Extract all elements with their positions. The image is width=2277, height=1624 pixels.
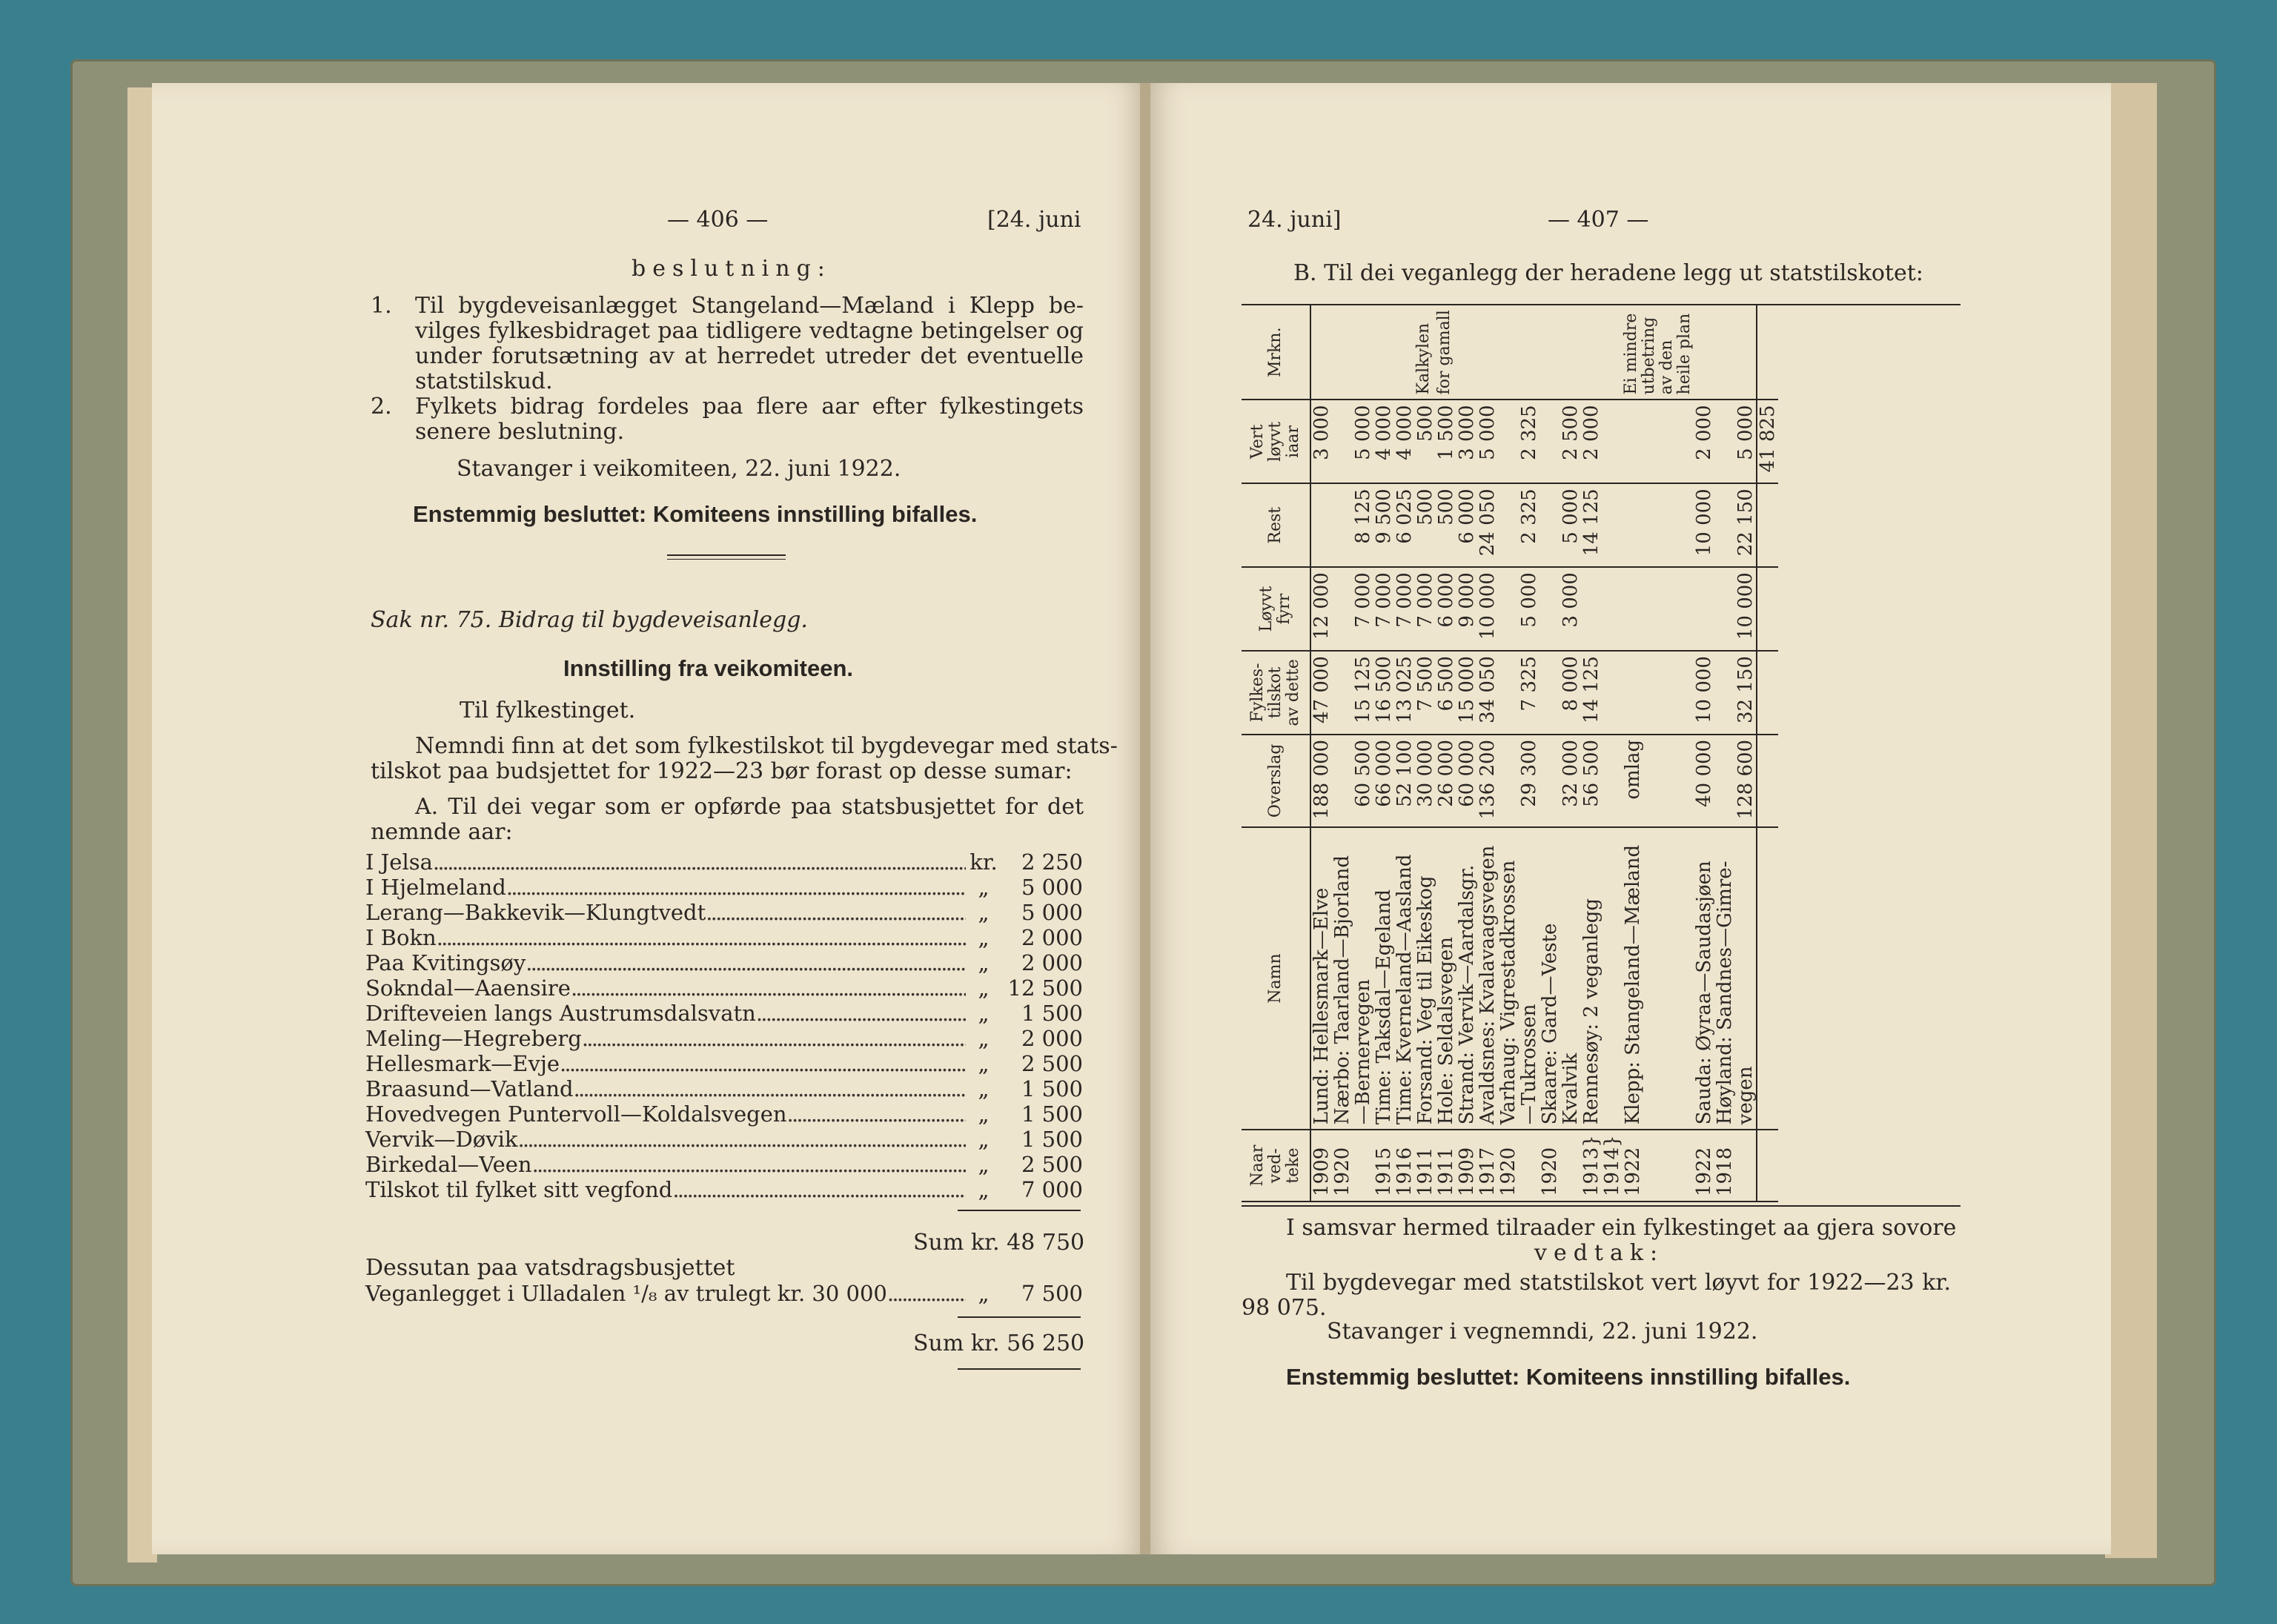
table-row (1602, 305, 1623, 1202)
year-cell (1353, 1130, 1373, 1202)
table-row (1373, 305, 1394, 1202)
table-header-row (1242, 305, 1310, 1202)
loyvt-fyrr-cell (1498, 567, 1519, 651)
list-item-name: Meling—Hegreberg (365, 1026, 582, 1051)
merknad-cell (1735, 305, 1757, 400)
list-item (365, 1281, 1083, 1306)
merknad-cell (1694, 305, 1714, 400)
fylkestilskot-cell (1498, 651, 1519, 735)
til-line: 98 075. (1242, 1295, 1327, 1321)
vert-loyvt-cell: 5 000 (1353, 400, 1373, 483)
merknad-cell (1310, 305, 1332, 400)
fylkestilskot-cell (1539, 651, 1560, 735)
list-item-name: Birkedal—Veen (365, 1152, 532, 1177)
name-cell: Time: Taksdal—Egeland (1373, 827, 1394, 1130)
vert-loyvt-cell: 3 000 (1456, 400, 1477, 483)
fylkestilskot-cell: 34 050 (1477, 651, 1498, 735)
loyvt-fyrr-cell (1694, 567, 1714, 651)
overslag-cell (1332, 735, 1353, 827)
year-cell (1735, 1130, 1757, 1202)
year-cell: 1920 (1539, 1130, 1560, 1202)
list-item (365, 1152, 1083, 1177)
column-header: Fylkes-tilskot av dette (1242, 651, 1310, 735)
left-page-number: — 406 — (667, 207, 769, 233)
list-item (365, 1076, 1083, 1101)
vert-loyvt-cell (1332, 400, 1353, 483)
rest-cell: 24 050 (1477, 483, 1498, 567)
fylkestilskot-cell: 7 325 (1519, 651, 1539, 735)
merknad-cell (1373, 305, 1394, 400)
sum-rule (958, 1368, 1081, 1370)
name-cell: Høyland: Sandnes—Gimre- (1714, 827, 1735, 1130)
table-row (1498, 305, 1519, 1202)
merknad-cell: Ei mindre utbetring av den heile plan (1623, 305, 1694, 400)
list-item-unit: „ (978, 1051, 990, 1076)
list-item-amount: 1 500 (1021, 1076, 1083, 1101)
table-row (1394, 305, 1415, 1202)
veganlegg-table (1242, 305, 1778, 1202)
list-item-unit: „ (978, 1127, 990, 1152)
rest-cell: 500 (1415, 483, 1436, 567)
leader-dots (506, 875, 966, 900)
overslag-cell: 66 000 (1373, 735, 1394, 827)
year-cell: 1909 (1310, 1130, 1332, 1202)
vert-loyvt-cell: 1 500 (1436, 400, 1456, 483)
year-cell: 1917 (1477, 1130, 1498, 1202)
item-line: vilges fylkesbidraget paa tidligere vedtagne betingelser og (415, 318, 1084, 344)
vert-loyvt-cell (1602, 400, 1623, 483)
name-cell: Hole: Seldalsvegen (1436, 827, 1456, 1130)
list-item-name: Hovedvegen Puntervoll—Koldalsvegen (365, 1101, 787, 1127)
list-item (365, 1026, 1083, 1051)
name-cell (1602, 827, 1623, 1130)
list-item (365, 849, 1083, 875)
vert-loyvt-cell: 2 325 (1519, 400, 1539, 483)
merknad-cell (1353, 305, 1373, 400)
list-item-amount: 1 500 (1021, 1101, 1083, 1127)
fylkestilskot-cell (1332, 651, 1353, 735)
rotated-table (1242, 305, 1778, 1202)
fylkestilskot-cell: 7 500 (1415, 651, 1436, 735)
table-row (1332, 305, 1353, 1202)
right-place-date: Stavanger i vegnemndi, 22. juni 1922. (1327, 1319, 1758, 1345)
column-header: Mrkn. (1242, 305, 1310, 400)
leader-dots (756, 1001, 966, 1026)
list-item-name: Lerang—Bakkevik—Klungtvedt (365, 900, 706, 925)
overslag-cell: 32 000 (1560, 735, 1581, 827)
vert-loyvt-cell: 5 000 (1735, 400, 1757, 483)
intro-line: Nemndi finn at det som fylkestilskot til bygdevegar med stats- (415, 733, 1118, 759)
list-item-amount: 2 000 (1021, 925, 1083, 950)
vert-loyvt-cell: 5 000 (1477, 400, 1498, 483)
vert-loyvt-cell: 500 (1415, 400, 1436, 483)
name-cell: Rennesøy: 2 veganlegg (1581, 827, 1602, 1130)
item-number: 2. (371, 394, 392, 420)
year-cell: 1911 (1436, 1130, 1456, 1202)
vert-loyvt-cell: 2 000 (1694, 400, 1714, 483)
fylkestilskot-cell: 8 000 (1560, 651, 1581, 735)
loyvt-fyrr-cell: 10 000 (1477, 567, 1498, 651)
list-item-amount: 7 500 (1021, 1281, 1083, 1306)
right-decision: Enstemmig besluttet: Komiteens innstilling bifalles. (1286, 1364, 1851, 1390)
list-item-name: Paa Kvitingsøy (365, 950, 526, 975)
rest-cell: 14 125 (1581, 483, 1602, 567)
section-a-line: nemnde aar: (371, 819, 513, 845)
book-gutter (1140, 83, 1150, 1554)
table-row (1436, 305, 1456, 1202)
list-item (365, 950, 1083, 975)
name-cell: Avaldsnes: Kvalavaagsvegen (1477, 827, 1498, 1130)
loyvt-fyrr-cell: 7 000 (1353, 567, 1373, 651)
loyvt-fyrr-cell (1623, 567, 1694, 651)
name-cell: vegen (1735, 827, 1757, 1130)
right-header-date: 24. juni] (1247, 207, 1342, 233)
table-row (1310, 305, 1332, 1202)
fylkestilskot-cell: 10 000 (1694, 651, 1714, 735)
vert-loyvt-cell: 4 000 (1373, 400, 1394, 483)
list-item-amount: 12 500 (1007, 975, 1083, 1001)
list-item-unit: kr. (970, 849, 998, 875)
list-item-unit: „ (978, 1026, 990, 1051)
column-header: Vert løyvt iaar (1242, 400, 1310, 483)
column-header: Naar ved-teke (1242, 1130, 1310, 1202)
year-cell: 1922 (1623, 1130, 1694, 1202)
list-item-name: Veganlegget i Ulladalen ¹/₈ av trulegt kr. 30 000 (365, 1281, 887, 1306)
column-header: Løyvt fyrr (1242, 567, 1310, 651)
list-item-name: Tilskot til fylket sitt vegfond (365, 1177, 673, 1202)
item-line: statstilskud. (415, 368, 553, 394)
overslag-cell (1539, 735, 1560, 827)
list-item-unit: „ (978, 900, 990, 925)
loyvt-fyrr-cell (1332, 567, 1353, 651)
right-page-number: — 407 — (1548, 207, 1649, 233)
list-item-amount: 1 500 (1021, 1001, 1083, 1026)
fylkestilskot-cell (1714, 651, 1735, 735)
leader-dots (574, 1076, 966, 1101)
innstilling-heading: Innstilling fra veikomiteen. (563, 655, 854, 681)
list-item-name: Braasund—Vatland (365, 1076, 574, 1101)
list-item-unit: „ (978, 925, 990, 950)
leader-dots (526, 950, 966, 975)
fylkestilskot-cell (1623, 651, 1694, 735)
table-row (1519, 305, 1539, 1202)
rest-cell: 5 000 (1560, 483, 1581, 567)
item-line: senere beslutning. (415, 419, 625, 445)
year-cell: 1920 (1498, 1130, 1519, 1202)
list-item (365, 1177, 1083, 1202)
sak-heading: Sak nr. 75. Bidrag til bygdeveisanlegg. (371, 607, 808, 633)
list-item-amount: 2 000 (1021, 1026, 1083, 1051)
loyvt-fyrr-cell (1714, 567, 1735, 651)
fylkestilskot-cell: 16 500 (1373, 651, 1394, 735)
merknad-cell (1539, 305, 1560, 400)
item-number: 1. (371, 293, 392, 319)
table-total-row (1757, 305, 1778, 1202)
overslag-cell: 52 100 (1394, 735, 1415, 827)
overslag-cell: 128 600 (1735, 735, 1757, 827)
rest-cell (1310, 483, 1332, 567)
page-edges-right (2105, 83, 2157, 1558)
overslag-cell: omlag (1623, 735, 1694, 827)
list-item-amount: 5 000 (1021, 900, 1083, 925)
overslag-cell: 29 300 (1519, 735, 1539, 827)
list-item (365, 1127, 1083, 1152)
list-item-amount: 2 500 (1021, 1152, 1083, 1177)
vert-loyvt-cell (1623, 400, 1694, 483)
name-cell: Kvalvik (1560, 827, 1581, 1130)
leader-dots (706, 900, 966, 925)
list-item-unit: „ (978, 875, 990, 900)
list-item-amount: 2 000 (1021, 950, 1083, 975)
vert-loyvt-cell: 4 000 (1394, 400, 1415, 483)
list-item-unit: „ (978, 1101, 990, 1127)
overslag-cell: 40 000 (1694, 735, 1714, 827)
table-row (1735, 305, 1757, 1202)
rest-cell: 500 (1436, 483, 1456, 567)
year-cell: 1914} (1602, 1130, 1623, 1202)
loyvt-fyrr-cell: 12 000 (1310, 567, 1332, 651)
loyvt-fyrr-cell: 7 000 (1394, 567, 1415, 651)
list-item-unit: „ (978, 975, 990, 1001)
overslag-cell: 60 000 (1456, 735, 1477, 827)
list-item-amount: 1 500 (1021, 1127, 1083, 1152)
name-cell: —Tukrossen (1519, 827, 1539, 1130)
merknad-cell (1394, 305, 1415, 400)
vert-loyvt-cell (1498, 400, 1519, 483)
leader-dots (571, 975, 966, 1001)
name-cell: Klepp: Stangeland—Mæland (1623, 827, 1694, 1130)
list-item-unit: „ (978, 1001, 990, 1026)
loyvt-fyrr-cell (1539, 567, 1560, 651)
year-cell: 1922 (1694, 1130, 1714, 1202)
separator-rule (667, 559, 786, 560)
loyvt-fyrr-cell (1602, 567, 1623, 651)
vert-loyvt-cell: 3 000 (1310, 400, 1332, 483)
rest-cell (1714, 483, 1735, 567)
item-line: under forutsætning av at herredet utreder det eventuelle (415, 343, 1084, 369)
section-b-heading: B. Til dei veganlegg der heradene legg ut statstilskotet: (1293, 260, 1923, 286)
merknad-cell (1519, 305, 1539, 400)
table-bottom-rule (1242, 1205, 1961, 1207)
year-cell: 1916 (1394, 1130, 1415, 1202)
list-item (365, 1001, 1083, 1026)
left-header-date: [24. juni (987, 207, 1081, 233)
leader-dots (887, 1281, 966, 1306)
item-line: Fylkets bidrag fordeles paa flere aar efter fylkestingets (415, 394, 1084, 420)
year-cell: 1909 (1456, 1130, 1477, 1202)
vert-loyvt-cell: 2 000 (1581, 400, 1602, 483)
list-item-amount: 5 000 (1021, 875, 1083, 900)
rest-cell (1623, 483, 1694, 567)
leader-dots (672, 1177, 966, 1202)
rest-cell: 2 325 (1519, 483, 1539, 567)
overslag-cell: 56 500 (1581, 735, 1602, 827)
list-item-name: I Jelsa (365, 849, 433, 875)
sum-line: Sum kr. 48 750 (913, 1230, 1085, 1256)
table-row (1456, 305, 1477, 1202)
table-row (1415, 305, 1436, 1202)
rest-cell (1539, 483, 1560, 567)
rest-cell: 6 000 (1456, 483, 1477, 567)
leader-dots (582, 1026, 966, 1051)
fylkestilskot-cell: 15 000 (1456, 651, 1477, 735)
column-header: Overslag (1242, 735, 1310, 827)
table-row (1581, 305, 1602, 1202)
year-cell (1519, 1130, 1539, 1202)
merknad-cell: Kalkylen (1415, 305, 1436, 400)
item-line: Til bygdeveisanlægget Stangeland—Mæland i Klepp be- (415, 293, 1084, 319)
rest-cell: 6 025 (1394, 483, 1415, 567)
vert-loyvt-cell: 2 500 (1560, 400, 1581, 483)
year-cell: 1911 (1415, 1130, 1436, 1202)
left-place-date: Stavanger i veikomiteen, 22. juni 1922. (457, 456, 901, 482)
list-item-unit: „ (978, 1281, 990, 1306)
list-item (365, 1051, 1083, 1076)
merknad-cell (1498, 305, 1519, 400)
total-value: 41 825 (1757, 400, 1778, 483)
sum-rule (958, 1210, 1081, 1211)
merknad-cell (1477, 305, 1498, 400)
list-item-name: Drifteveien langs Austrumsdalsvatn (365, 1001, 756, 1026)
overslag-cell: 30 000 (1415, 735, 1436, 827)
beslutning-heading: beslutning: (632, 256, 832, 282)
name-cell: Forsand: Veg til Eikeskog (1415, 827, 1436, 1130)
left-decision: Enstemmig besluttet: Komiteens innstilling bifalles. (413, 501, 978, 527)
til-line: Til bygdevegar med statstilskot vert løyvt for 1922—23 kr. (1286, 1270, 1951, 1296)
sum-line: Sum kr. 56 250 (913, 1330, 1085, 1356)
table-row (1694, 305, 1714, 1202)
name-cell: Lund: Hellesmark—Elve (1310, 827, 1332, 1130)
sum-rule (958, 1316, 1081, 1318)
list-item-name: I Hjelmeland (365, 875, 506, 900)
overslag-cell: 188 000 (1310, 735, 1332, 827)
list-item (365, 875, 1083, 900)
list-item-unit: „ (978, 1152, 990, 1177)
rest-cell: 22 150 (1735, 483, 1757, 567)
list-item (365, 925, 1083, 950)
overslag-cell: 60 500 (1353, 735, 1373, 827)
loyvt-fyrr-cell: 6 000 (1436, 567, 1456, 651)
list-item-amount: 7 000 (1021, 1177, 1083, 1202)
samsvar-line: I samsvar hermed tilraader ein fylkestinget aa gjera sovore (1286, 1215, 1957, 1241)
list-item-name: Vervik—Døvik (365, 1127, 518, 1152)
fylkestilskot-cell (1602, 651, 1623, 735)
list-item-unit: „ (978, 950, 990, 975)
list-item (365, 900, 1083, 925)
table-row (1353, 305, 1373, 1202)
merknad-cell (1602, 305, 1623, 400)
overslag-cell: 26 000 (1436, 735, 1456, 827)
vedtak-heading: vedtak: (1534, 1240, 1665, 1266)
merknad-cell (1714, 305, 1735, 400)
leader-dots (517, 1127, 966, 1152)
list-item-name: Hellesmark—Evje (365, 1051, 560, 1076)
year-cell (1560, 1130, 1581, 1202)
fylkestilskot-cell: 15 125 (1353, 651, 1373, 735)
fylkestilskot-cell: 32 150 (1735, 651, 1757, 735)
rest-cell: 8 125 (1353, 483, 1373, 567)
leader-dots (437, 925, 966, 950)
name-cell: Strand: Vervik—Aardalsgr. (1456, 827, 1477, 1130)
loyvt-fyrr-cell: 3 000 (1560, 567, 1581, 651)
dessutan-line: Dessutan paa vatsdragsbusjettet (365, 1255, 735, 1281)
intro-line: tilskot paa budsjettet for 1922—23 bør forast op desse sumar: (371, 758, 1073, 784)
name-cell: Nærbo: Taarland—Bjorland (1332, 827, 1353, 1130)
rest-cell: 10 000 (1694, 483, 1714, 567)
list-item-name: Sokndal—Aaensire (365, 975, 571, 1001)
fylkestilskot-cell: 47 000 (1310, 651, 1332, 735)
vert-loyvt-cell (1714, 400, 1735, 483)
loyvt-fyrr-cell: 9 000 (1456, 567, 1477, 651)
table-row (1539, 305, 1560, 1202)
leader-dots (433, 849, 966, 875)
name-cell: —Bernervegen (1353, 827, 1373, 1130)
rest-cell (1332, 483, 1353, 567)
name-cell: Time: Kverneland—Aasland (1394, 827, 1415, 1130)
table-row (1477, 305, 1498, 1202)
loyvt-fyrr-cell (1581, 567, 1602, 651)
separator-rule (667, 554, 786, 556)
name-cell: Varhaug: Vigrestadkrossen (1498, 827, 1519, 1130)
loyvt-fyrr-cell: 5 000 (1519, 567, 1539, 651)
list-item (365, 975, 1083, 1001)
merknad-cell (1456, 305, 1477, 400)
table-row (1623, 305, 1694, 1202)
loyvt-fyrr-cell: 7 000 (1415, 567, 1436, 651)
loyvt-fyrr-cell: 7 000 (1373, 567, 1394, 651)
year-cell: 1920 (1332, 1130, 1353, 1202)
overslag-cell (1498, 735, 1519, 827)
rest-cell (1498, 483, 1519, 567)
year-cell: 1915 (1373, 1130, 1394, 1202)
list-item-unit: „ (978, 1177, 990, 1202)
leader-dots (787, 1101, 966, 1127)
column-header: Rest (1242, 483, 1310, 567)
merknad-cell (1581, 305, 1602, 400)
table-row (1714, 305, 1735, 1202)
overslag-cell (1714, 735, 1735, 827)
list-item-name: I Bokn (365, 925, 437, 950)
list-item (365, 1101, 1083, 1127)
fylkestilskot-cell: 6 500 (1436, 651, 1456, 735)
overslag-cell (1602, 735, 1623, 827)
merknad-cell (1332, 305, 1353, 400)
merknad-cell (1560, 305, 1581, 400)
name-cell: Sauda: Øyraa—Saudasjøen (1694, 827, 1714, 1130)
vert-loyvt-cell (1539, 400, 1560, 483)
leader-dots (532, 1152, 966, 1177)
merknad-cell: for gamall (1436, 305, 1456, 400)
fylkestilskot-cell: 14 125 (1581, 651, 1602, 735)
name-cell: Skaare: Gard—Veste (1539, 827, 1560, 1130)
section-a-line: A. Til dei vegar som er opførde paa statsbusjettet for det (415, 794, 1084, 820)
rest-cell: 9 500 (1373, 483, 1394, 567)
column-header: Namn (1242, 827, 1310, 1130)
fylkestilskot-cell: 13 025 (1394, 651, 1415, 735)
year-cell: 1918 (1714, 1130, 1735, 1202)
overslag-cell: 136 200 (1477, 735, 1498, 827)
leader-dots (560, 1051, 966, 1076)
year-cell: 1913} (1581, 1130, 1602, 1202)
til-fylkestinget: Til fylkestinget. (460, 697, 636, 723)
list-item-amount: 2 500 (1021, 1051, 1083, 1076)
loyvt-fyrr-cell: 10 000 (1735, 567, 1757, 651)
rest-cell (1602, 483, 1623, 567)
list-item-unit: „ (978, 1076, 990, 1101)
table-row (1560, 305, 1581, 1202)
list-item-amount: 2 250 (1021, 849, 1083, 875)
